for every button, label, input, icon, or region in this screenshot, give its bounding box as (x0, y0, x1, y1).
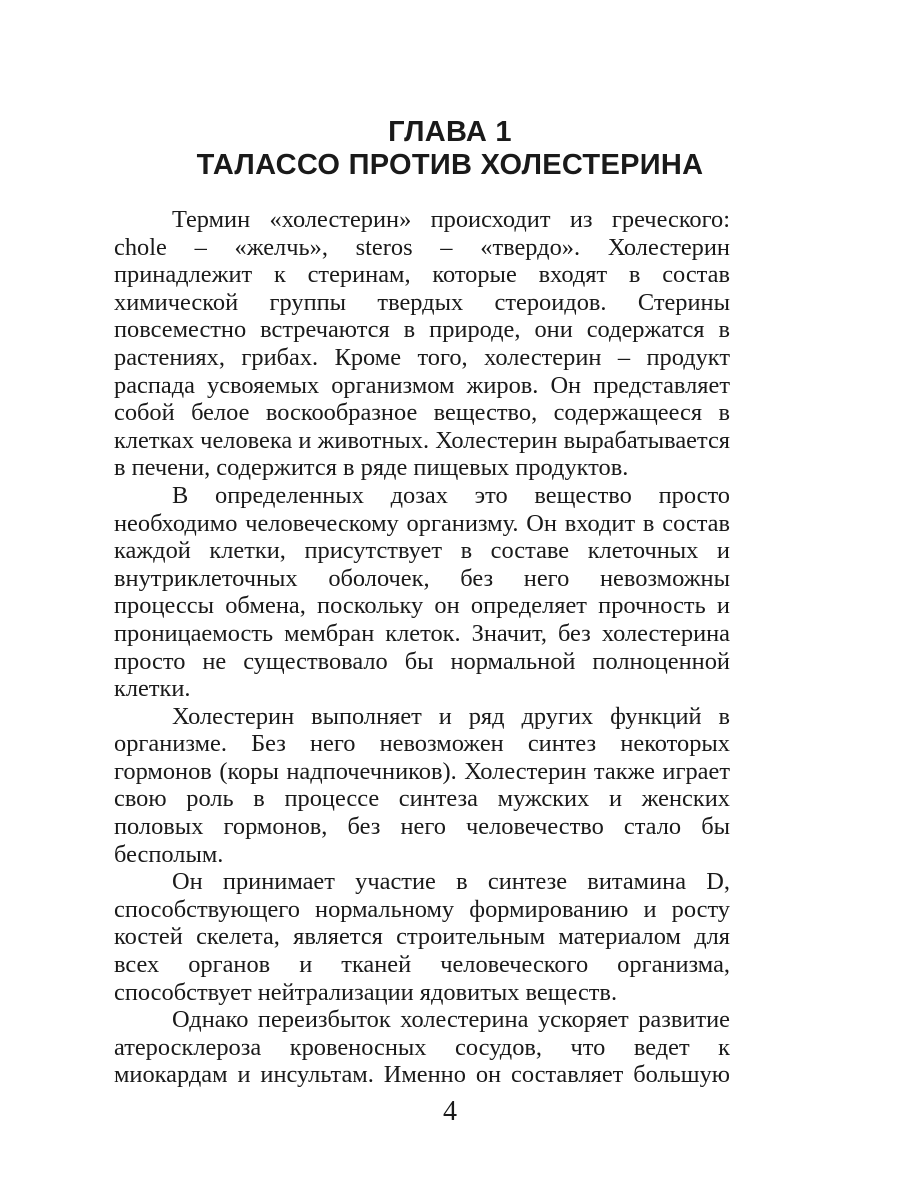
page-number: 4 (443, 1096, 457, 1127)
paragraph: Однако переизбыток холестерина ускоряет развитие атеросклероза кровеносных сосудов, что ведет к миокардам и инсультам. Именно он составляет большую (114, 1006, 730, 1089)
chapter-title: ТАЛАССО ПРОТИВ ХОЛЕСТЕРИНА (196, 149, 704, 181)
paragraph: Он принимает участие в синтезе витамина D, способствующего нормальному формированию и росту костей скелета, является строительным материалом для всех органов и тканей человеческого организма, способствует нейтрализации ядовитых веществ. (114, 868, 730, 1006)
paragraph: Холестерин выполняет и ряд других функций в организме. Без него невозможен синтез некоторых гормонов (коры надпочечников). Холестерин также играет свою роль в процессе синтеза мужских и женских половых гормонов, без него человечество стало бы бесполым. (114, 702, 730, 868)
chapter-number: ГЛАВА 1 (388, 116, 512, 148)
chapter-heading (100, 116, 800, 182)
paragraph: В определенных дозах это вещество просто необходимо человеческому организму. Он входит в состав каждой клетки, присутствует в составе клеточных и внутриклеточных оболочек, без него невозможны процессы обмена, поскольку он определяет прочность и проницаемость мембран клеток. Значит, без холестерина просто не существовало бы нормальной полноценной клетки. (114, 481, 730, 703)
paragraph: Термин «холестерин» происходит из греческого: chole – «желчь», steros – «твердо». Холестерин принадлежит к стеринам, которые входят в состав химической группы твердых стероидов. Стерины повсеместно встречаются в природе, они содержатся в растениях, грибах. Кроме того, холестерин – продукт распада усвояемых организмом жиров. Он представляет собой белое воскообразное вещество, содержащееся в клетках человека и животных. Холестерин вырабатывается в печени, содержится в ряде пищевых продуктов. (114, 206, 730, 482)
body-text (114, 206, 730, 1089)
